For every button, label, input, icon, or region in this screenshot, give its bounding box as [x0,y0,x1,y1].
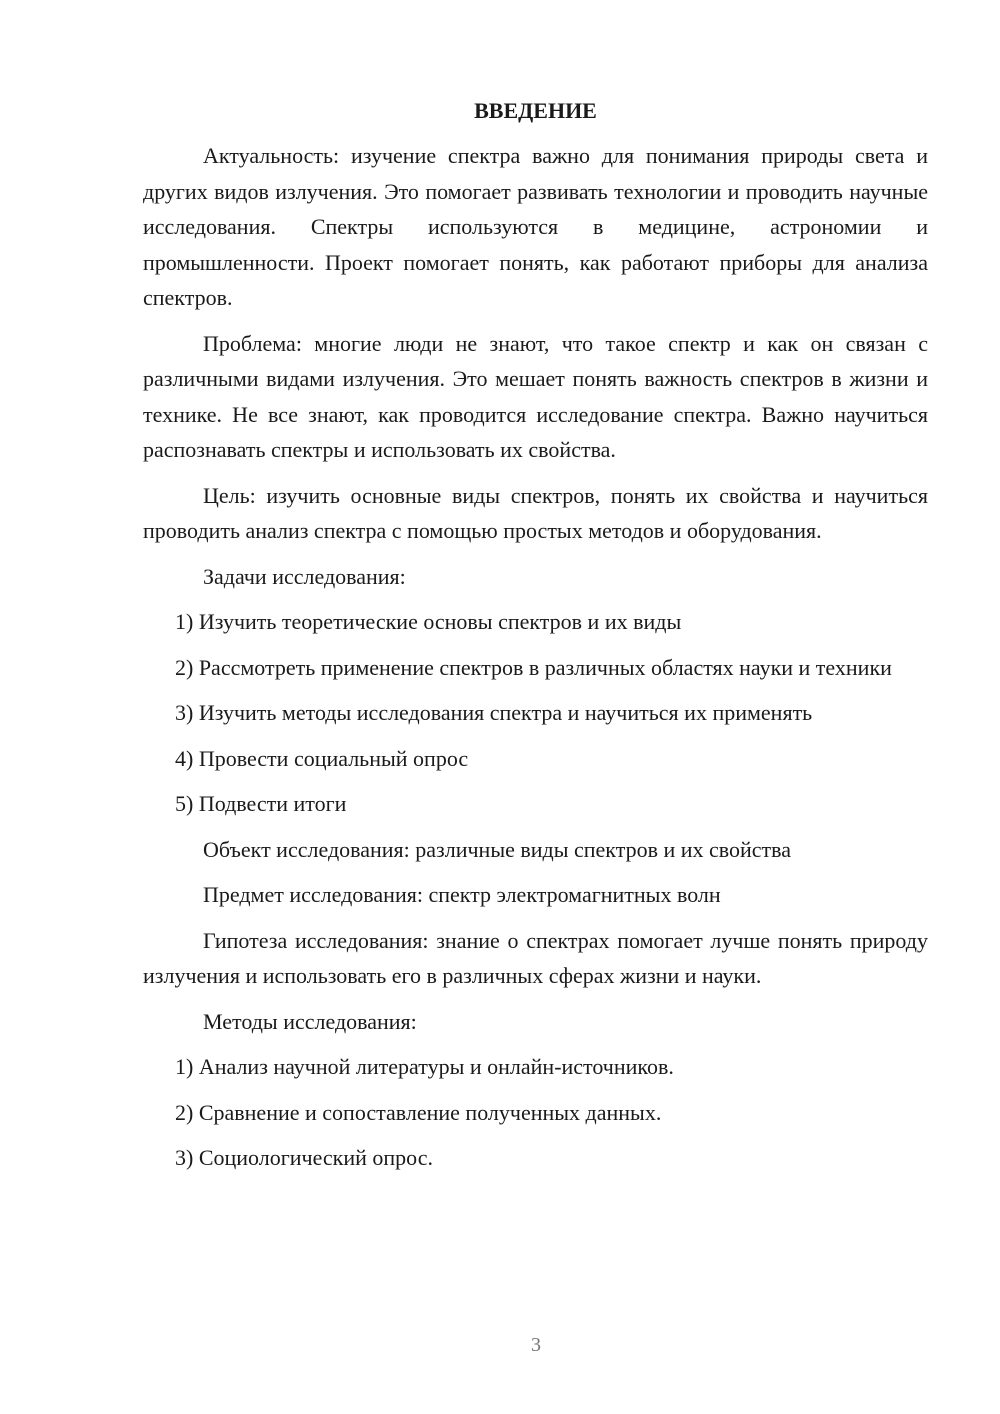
relevance-paragraph: Актуальность: изучение спектра важно для понимания природы света и других видов излучения. Это помогает развивать технологии и проводить научные исследования. Спектры используются в медицине, астрономии и промышленности. Проект помогает понять, как работают приборы для анализа спектров. [143,143,928,310]
goal-paragraph: Цель: изучить основные виды спектров, понять их свойства и научиться проводить анализ спектра с помощью простых методов и оборудования. [143,482,928,543]
task-item-2: 2) Рассмотреть применение спектров в различных областях науки и техники [175,654,892,680]
methods-heading: Методы исследования: [203,1008,417,1034]
task-item-3: 3) Изучить методы исследования спектра и научиться их применять [175,700,813,725]
hypothesis-paragraph: Гипотеза исследования: знание о спектрах помогает лучше понять природу излучения и использовать его в различных сферах жизни и науки. [143,927,928,988]
method-item-2: 2) Сравнение и сопоставление полученных данных. [175,1099,662,1125]
method-item-1: 1) Анализ научной литературы и онлайн-источников. [175,1054,674,1079]
problem-paragraph: Проблема: многие люди не знают, что такое спектр и как он связан с различными видами излучения. Это мешает понять важность спектров в жизни и технике. Не все знают, как проводится исследование спектра. Важно научиться распознавать спектры и использовать их свойства. [143,330,928,462]
task-item-5: 5) Подвести итоги [175,791,347,816]
object-line: Объект исследования: различные виды спектров и их свойства [203,836,792,862]
document-page [143,96,928,1186]
page-title: ВВЕДЕНИЕ [474,98,597,123]
task-item-4: 4) Провести социальный опрос [175,745,469,771]
page-number: 3 [531,1334,541,1356]
subject-line: Предмет исследования: спектр электромагнитных волн [203,882,721,907]
method-item-3: 3) Социологический опрос. [175,1145,433,1170]
task-item-1: 1) Изучить теоретические основы спектров и их виды [175,609,682,634]
tasks-heading: Задачи исследования: [203,563,406,589]
